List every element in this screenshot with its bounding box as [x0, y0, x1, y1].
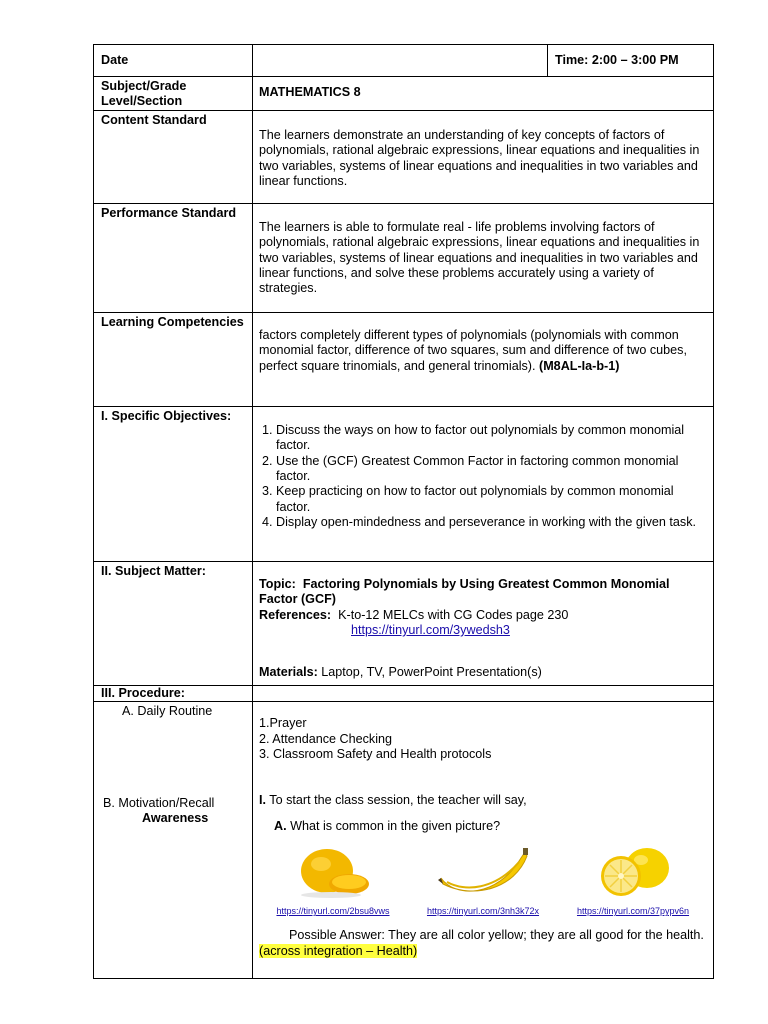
content-standard-row [94, 110, 714, 203]
references-text: K-to-12 MELCs with CG Codes page 230 [338, 607, 569, 622]
question-line [259, 819, 707, 834]
time-label: Time: 2:00 – 3:00 PM [548, 45, 714, 77]
procedure-row [94, 685, 714, 701]
routine-item: 2. Attendance Checking [259, 731, 393, 746]
materials-text: Laptop, TV, PowerPoint Presentation(s) [321, 665, 542, 680]
awareness-label: Awareness [142, 811, 209, 826]
date-label: Date [94, 45, 253, 77]
performance-standard-text: The learners is able to formulate real - life problems involving factors of polynomials, rational algebraic expressions, linear equations and inequalities in two variables, systems of linear equations and inequalities in two variables and linear functions, and solve these problems accurately using a variety of strategies. [253, 203, 714, 312]
references-label: References: [259, 607, 332, 622]
learning-competencies-label: Learning Competencies [94, 312, 253, 406]
objectives-row [94, 406, 714, 561]
answer-text: Possible Answer: They are all color yellow; they are all good for the health. [289, 928, 704, 943]
procedure-empty-cell [253, 685, 714, 701]
lemon-link[interactable]: https://tinyurl.com/37pypv6n [576, 906, 690, 917]
motivation-label: B. Motivation/Recall [103, 795, 215, 810]
possible-answer [259, 928, 707, 959]
materials-label: Materials: [259, 665, 318, 680]
lemon-figure [563, 844, 703, 917]
learning-competencies-text: factors completely different types of polynomials (polynomials with common monomial factor, difference of two squares, sum and difference of two cubes, perfect square trinomials, and general trinomials). [259, 327, 687, 373]
references-line [259, 608, 707, 623]
mango-icon [291, 844, 375, 900]
procedure-label: III. Procedure: [94, 685, 253, 701]
daily-routine-label: A. Daily Routine [122, 704, 213, 719]
subject-matter-row [94, 561, 714, 685]
topic-line [259, 577, 707, 608]
subject-row [94, 77, 714, 111]
performance-standard-row [94, 203, 714, 312]
fruit-pictures [259, 844, 707, 917]
lesson-plan-table [93, 44, 714, 979]
intro-num: I. [259, 793, 266, 808]
objective-item: 3. Keep practicing on how to factor out polynomials by common monomial factor. [262, 484, 674, 514]
routine-item: 3. Classroom Safety and Health protocols [259, 747, 492, 762]
date-row [94, 45, 714, 77]
banana-link[interactable]: https://tinyurl.com/3nh3k72x [426, 906, 540, 917]
question-num: A. [274, 818, 287, 833]
reference-link[interactable]: https://tinyurl.com/3ywedsh3 [351, 623, 510, 638]
competency-code: (M8AL-Ia-b-1) [539, 358, 620, 373]
question-text: What is common in the given picture? [290, 818, 501, 833]
learning-competencies-row [94, 312, 714, 406]
objectives-label: I. Specific Objectives: [94, 406, 253, 561]
objective-item: 1. Discuss the ways on how to factor out polynomials by common monomial factor. [262, 422, 685, 453]
learning-competencies-cell [253, 312, 714, 406]
routine-motivation-row [94, 702, 714, 979]
subject-label: Subject/Grade Level/Section [94, 77, 253, 111]
subject-matter-cell [253, 561, 714, 685]
intro-line [259, 793, 707, 808]
lemon-icon [591, 844, 675, 900]
topic-label: Topic: [259, 576, 296, 591]
objectives-cell [253, 406, 714, 561]
lesson-plan-page [93, 44, 713, 976]
objective-item: 2. Use the (GCF) Greatest Common Factor in factoring common monomial factor. [262, 453, 679, 484]
mango-link[interactable]: https://tinyurl.com/2bsu8vws [276, 906, 390, 917]
subject-matter-label: II. Subject Matter: [94, 561, 253, 685]
mango-figure [263, 844, 403, 917]
reference-link-line [259, 623, 707, 638]
banana-icon [435, 844, 531, 900]
performance-standard-label: Performance Standard [94, 203, 253, 312]
procedure-content-cell [253, 702, 714, 979]
subject-value: MATHEMATICS 8 [253, 77, 714, 111]
routine-item: 1.Prayer [259, 716, 307, 731]
materials-line [259, 665, 707, 680]
topic-text: Factoring Polynomials by Using Greatest Common Monomial Factor (GCF) [259, 576, 670, 607]
procedure-steps-cell [94, 702, 253, 979]
objective-item: 4. Display open-mindedness and perseverance in working with the given task. [262, 515, 697, 530]
objectives-list [259, 423, 707, 531]
date-value [253, 45, 548, 77]
intro-text: To start the class session, the teacher will say, [269, 793, 527, 808]
content-standard-label: Content Standard [94, 110, 253, 203]
answer-highlight: (across integration – Health) [259, 943, 418, 958]
banana-figure [413, 844, 553, 917]
content-standard-text: The learners demonstrate an understanding of key concepts of factors of polynomials, rational algebraic expressions, linear equations and inequalities in two variables, systems of linear equations and inequalities in two variables and linear functions. [253, 110, 714, 203]
